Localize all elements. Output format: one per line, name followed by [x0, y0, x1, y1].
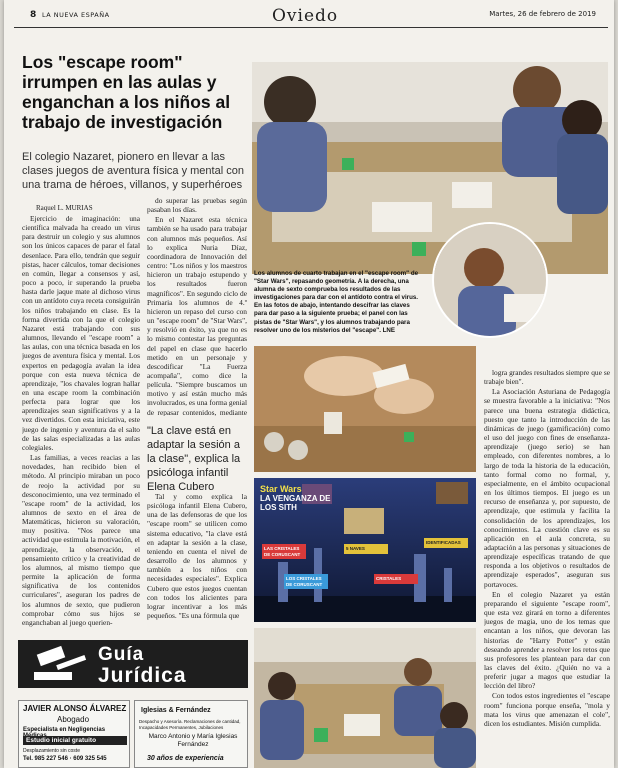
lawyer-note: Desplazamiento sin coste: [23, 748, 80, 754]
poster-card: IDENTIFICADAS: [424, 538, 468, 548]
article-column-1: [22, 214, 140, 632]
lawyer-specialty: Especialista en Negligencias: [23, 727, 106, 733]
firm-people: Marco Antonio y María Iglesias Fernández: [148, 733, 238, 748]
photo-credit: LNE: [382, 326, 396, 334]
lawyer-offer: Estudio inicial gratuito: [23, 736, 127, 745]
poster-card: CRISTALES: [374, 574, 418, 584]
star-wars-poster: [254, 478, 476, 622]
page-number: 8: [30, 10, 37, 20]
article-column-3: [484, 368, 610, 768]
classroom-photo-top: [252, 62, 608, 274]
student-photo-inset-image: [434, 224, 548, 338]
photo-caption: [254, 270, 424, 335]
student-photo-inset: [432, 222, 548, 338]
poster-subtitle: LA VENGANZA DE LOS SITH: [260, 494, 331, 512]
pull-quote: "La clave está en adaptar la sesión a la clase", explica la psicóloga infantil Elena Cubero: [147, 425, 241, 493]
poster-card: LOS CRISTALES DE CORUSCANT: [284, 574, 328, 589]
firm-name: Iglesias & Fernández: [141, 707, 211, 714]
lawyer-ad: [18, 700, 130, 768]
lawyer-title: Abogado: [57, 715, 90, 724]
article-headline: Los "escape room" irrumpen en las aulas y enganchan a los niños al trabajo de investigación: [22, 52, 231, 132]
lawyer-phone: Tel. 985 227 546 · 609 325 545: [23, 756, 107, 762]
photo-caption-text: Los alumnos de cuarto trabajan en el "escape room" de "Star Wars", repasando geometría. A la derecha, una alumna de sexto comprueba los resultados de las investigaciones para dar con el antídoto contra el virus. En las fotos de abajo, intentando descifrar las claves para dar paso a la siguiente prueba; el panel con las pistas de "Star Wars", y los alumnos trabajando para resolver uno de los misterios del "escape".: [254, 270, 419, 334]
masthead: [14, 2, 608, 28]
paragraph: Las familias, a veces reacias a las novedades, han recibido bien el método. Al principio miraban un poco de reojo la actividad por su desconocimiento, una vez terminado el "escape room" de la actividad, los alumnos de sexto en el área de Matemáticas, hicieron su valoración, muy positiva. "Nos parece una actividad que estimula la motivación, el aprendizaje, la observación, el pensamiento crítico y la creatividad de los alumnos, al mismo tiempo que permite la aplicación de forma significativa de los contenidos curriculares", aseguran los padres de los alumnos de sexto, que pudieron comprobar cómo sus hijos se enganchaban al juego querien-: [22, 453, 140, 627]
paragraph: Ejercicio de imaginación: una científica malvada ha creado un virus para destruir un colegio y sus alumnos son los únicos capaces de parar el fatal desenlace. Para ello, tendrán que seguir pistas, hacer cálculos, tomar decisiones en común, llegar a consensos y así, poco a poco, ir superando la prueba hasta darle jaque mate al dichoso virus con un antídoto cuya receta consiguirán los niños trabajando en clase. Es la forma divertida con la que el colegio Nazaret está trabajando con sus alumnos, llevando el "escape room" a las aulas, con una técnica basada en los juegos de aventura física y mental. Los expertos en pedagogía avalan la idea porque con esta nueva técnica de aprendizaje, "los chavales logran hallar en una escape room la combinación perfecta para lograr que los aprendizajes sean significativos y a la vez divertidos. Con esta iniciativa, este juego de ingenio y aventura da el salto de las salas especializadas a las aulas colegiales.: [22, 214, 140, 452]
hands-clue-photo-image: [254, 346, 476, 472]
byline: Raquel L. MURIAS: [36, 204, 93, 212]
firm-years: 30 años de experiencia: [147, 755, 224, 762]
hands-clue-photo: [254, 346, 476, 472]
firm-line: Despacho y Asesoría. Reclamaciones de cantidad, Incapacidades Permanentes, Jubilaciones: [139, 719, 241, 730]
poster-card: LAS CRISTALES DE CORUSCANT: [262, 544, 306, 559]
classroom-photo-bottom-image: [254, 628, 476, 768]
newspaper-page: [4, 0, 614, 768]
guia-title-line2: Jurídica: [98, 664, 187, 687]
lawyer-name: JAVIER ALONSO ÁLVAREZ: [23, 704, 127, 713]
guia-title-line1: Guía: [98, 644, 145, 665]
section-title: Oviedo: [272, 6, 339, 26]
gavel-icon: [24, 642, 94, 686]
paper-name: LA NUEVA ESPAÑA: [42, 11, 110, 19]
paragraph: La Asociación Asturiana de Pedagogía se muestra favorable a la iniciativa: "Nos parece una buena estrategia didáctica, puesto que tanto la introducción de las dinámicas de juego (gamificación) como el uso del juego con fines de enseñanza-aprendizaje (juego serio) se han empleado, con diferentes nombres, a lo largo de toda la historia de la educación, tanto formal como no formal, y, especialmente, en el ámbito ocupacional en los últimos tiempos. El juego es un recurso de enseñanza y, por supuesto, de aprendizaje, que estimula y facilita la consolidación de los aprendizajes, los conocimientos. La cuestión clave es su aplicación en el aula concreta, su adaptación a las personas y situaciones de aprendizaje específicas tratando de que responda a los objetivos o resultados de aprendizaje esperados", aseguran sus portavoces.: [484, 387, 610, 589]
guia-juridica-banner: [18, 640, 248, 688]
classroom-photo-top-image: [252, 62, 608, 274]
paragraph: En el colegio Nazaret ya están preparando el siguiente "escape room", que esta vez girará en torno a diferentes juegos de magia, uno de los temas que encantan a los niños, que devoran las historias de "Harry Potter" y están deseando aprender a resolver los retos que sus profesores les plantean para dar con las claves del éxito. ¿Quién no va a preferir jugar a magos que estudiar la lección del libro?: [484, 589, 610, 691]
paragraph: Tal y como explica la psicóloga infantil Elena Cubero, una de las defensoras de que los "escape room" se utilicen como sistema educativo, "la clave está en adaptar la sesión a la clase, teniendo en cuenta el nivel de desarrollo de los alumnos y también a los niños con necesidades especiales". Explica Cubero que estos juegos cuentan con todos los alicientes para lograr incentivar a los más pequeños. "Es una fórmula que: [147, 492, 247, 621]
article-column-2-top: [147, 196, 247, 416]
poster-title: Star Wars: [260, 484, 302, 494]
article-subhead: El colegio Nazaret, pionero en llevar a las clases juegos de aventura física y mental con una trama de héroes, villanos, y superhéroes: [22, 151, 244, 191]
paragraph: Con todos estos ingredientes el "escape room" funciona porque enseña, "mola y mata los virus que amenazan el cole", dicen los estudiantes. Misión cumplida.: [484, 691, 610, 728]
paragraph: logra grandes resultados siempre que se trabaje bien".: [484, 368, 610, 387]
classroom-photo-bottom: [254, 628, 476, 768]
paragraph: do superar las pruebas según pasaban los días.: [147, 196, 247, 215]
poster-card: 5 NAVES: [344, 544, 388, 554]
issue-date: Martes, 26 de febrero de 2019: [489, 10, 596, 18]
paragraph: En el Nazaret esta técnica también se ha usado para trabajar con alumnos más pequeños. Así lo explica Nuria Díaz, coordinadora de Innovación del centro: "Los niños y los maestros hicieron un trabajo estupendo y los resultados fueron magníficos". En segundo ciclo de Primaria los alumnos de 4.º hicieron un repaso del curso con un "escape room" de "Star Wars", y resolvió en éxito, ya que no es lo mismo contestar las preguntas del papel en clase que hacerlo metido en un personaje y descodificar "La Fuerza acompaña", como dice la película. "Siempre buscamos un motivo y así están mucho más involucrados, es una forma genial de repasar contenidos, mediante: [147, 215, 247, 416]
article-column-2-bottom: [147, 492, 247, 632]
law-firm-ad: [134, 700, 248, 768]
